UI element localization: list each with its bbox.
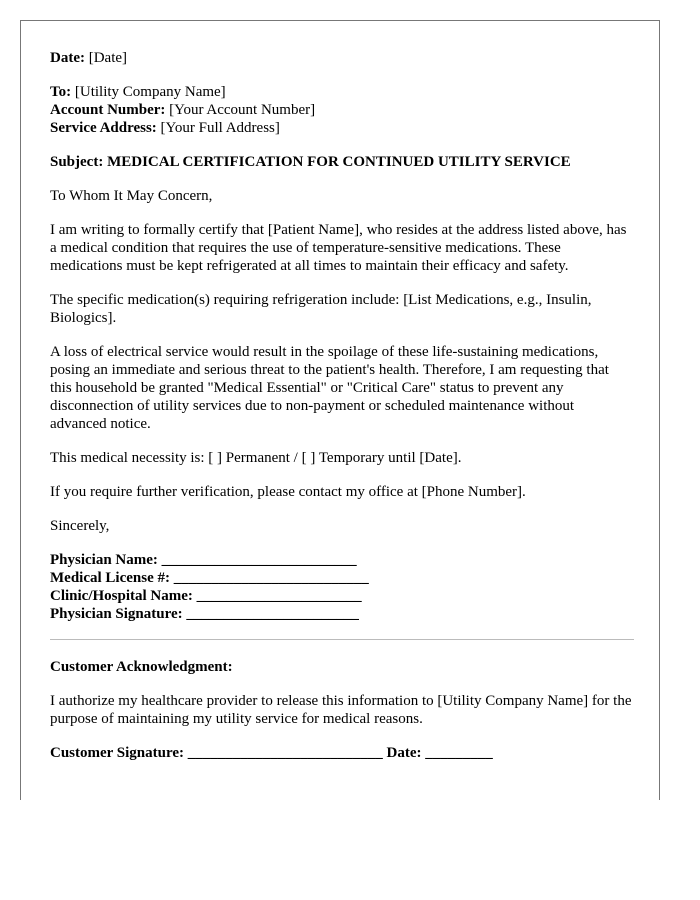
account-value: [Your Account Number] (165, 102, 316, 118)
date-line (50, 49, 634, 67)
paragraph-request: A loss of electrical service would result in the spoilage of these life-sustaining medications, posing an immediate and serious threat to the patient's health. Therefore, I am requesting that this household be granted "Medical Essential" or "Critical Care" status to prevent any disconnection of utility services due to non-payment or scheduled maintenance without advanced notice. (50, 344, 609, 432)
recipient-block (50, 83, 634, 137)
address-label: Service Address: (50, 120, 157, 136)
paragraph-medications: The specific medication(s) requiring refrigeration include: [List Medications, e.g., Insulin, Biologics]. (50, 292, 592, 326)
account-line (50, 101, 634, 119)
to-line (50, 83, 634, 101)
closing: Sincerely, (50, 518, 110, 534)
date-label: Date: (50, 50, 85, 66)
customer-heading (50, 658, 634, 676)
salutation: To Whom It May Concern, (50, 188, 213, 204)
medical-license-field[interactable] (50, 569, 634, 587)
customer-signature-label: Customer Signature: (50, 745, 185, 761)
physician-signature-label: Physician Signature: (50, 606, 183, 622)
medical-license-blank[interactable]: __________________________ (169, 570, 369, 586)
letter-page (20, 20, 660, 800)
physician-fields (50, 551, 634, 623)
section-divider (50, 639, 634, 640)
paragraph-verification: If you require further verification, please contact my office at [Phone Number]. (50, 484, 526, 500)
customer-date-blank[interactable]: _________ (421, 745, 493, 761)
account-label: Account Number: (50, 102, 166, 118)
subject-value: MEDICAL CERTIFICATION FOR CONTINUED UTILITY SERVICE (103, 154, 571, 170)
subject-label: Subject: (50, 154, 104, 170)
address-value: [Your Full Address] (156, 120, 280, 136)
customer-signature-blank[interactable]: __________________________ (184, 745, 387, 761)
customer-date-label: Date: (386, 745, 422, 761)
address-line (50, 119, 634, 137)
physician-signature-field[interactable] (50, 605, 634, 623)
letter-content (50, 49, 634, 778)
customer-signature-line[interactable] (50, 744, 634, 762)
physician-signature-blank[interactable]: _______________________ (182, 606, 359, 622)
subject-line (50, 153, 634, 171)
clinic-name-blank[interactable]: ______________________ (192, 588, 362, 604)
date-value: [Date] (84, 50, 128, 66)
customer-heading-text: Customer Acknowledgment: (50, 659, 233, 675)
medical-license-label: Medical License #: (50, 570, 170, 586)
clinic-name-label: Clinic/Hospital Name: (50, 588, 193, 604)
physician-name-field[interactable] (50, 551, 634, 569)
paragraph-necessity: This medical necessity is: [ ] Permanent / [ ] Temporary until [Date]. (50, 450, 462, 466)
customer-authorization-text: I authorize my healthcare provider to release this information to [Utility Company Name] for the purpose of maintaining my utility service for medical reasons. (50, 693, 632, 727)
paragraph-certification: I am writing to formally certify that [Patient Name], who resides at the address listed above, has a medical condition that requires the use of temperature-sensitive medications. These medications must be kept refrigerated at all times to maintain their efficacy and safety. (50, 222, 627, 274)
to-value: [Utility Company Name] (71, 84, 226, 100)
clinic-name-field[interactable] (50, 587, 634, 605)
to-label: To: (50, 84, 72, 100)
physician-name-blank[interactable]: __________________________ (157, 552, 357, 568)
physician-name-label: Physician Name: (50, 552, 158, 568)
